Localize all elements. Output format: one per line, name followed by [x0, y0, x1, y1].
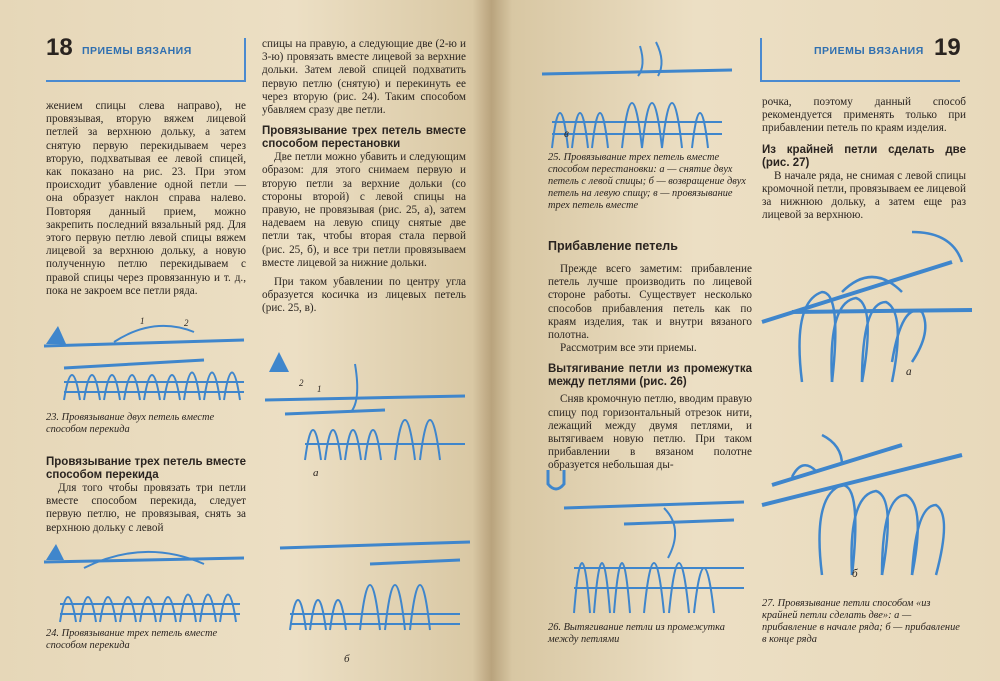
caption-26: 26. Вытягивание петли из промежутка между петлями: [548, 622, 725, 645]
running-title: ПРИЕМЫ ВЯЗАНИЯ: [82, 45, 192, 57]
fig-number: 2: [299, 378, 304, 388]
left-page: [0, 0, 492, 681]
paragraph: Две петли можно убавить и следующим образом: для этого снимаем первую и вторую петли за верхние дольки (со стороны второй) с левой спицы на правую, не провязывая (рис. 25, а), затем надеваем на левую спицу снятые две петли так, чтобы вторая стала первой (рис. 25, б), и все три петли провязываем вместе лицевой за нижние дольки.: [262, 151, 466, 269]
paragraph: спицы на правую, а следующие две (2-ю и 3-ю) провязать вместе лицевой за верхние дольки. Затем левой спицей подхватить первую петлю (снятую) и перекинуть ее через вторую (рис. 24). Таким способом убавляем сразу две петли.: [262, 38, 466, 117]
fig-label: б: [344, 653, 350, 665]
paragraph: При таком убавлении по центру угла образуется косичка из лицевых петель (рис. 25, в).: [262, 276, 466, 315]
right-page: [492, 0, 1000, 681]
fig-label: б: [852, 568, 858, 580]
fig-number: 1: [317, 384, 322, 394]
heading: Провязывание трех петель вместе способом перекида: [46, 456, 246, 481]
figure-24: [44, 542, 249, 624]
paragraph: В начале ряда, не снимая с левой спицы кромочной петли, провязываем ее лицевой за нижнюю дольку, а затем еще раз лицевой за верхнюю.: [762, 169, 966, 222]
paragraph: Рассмотрим все эти приемы.: [560, 342, 697, 355]
section-perekid: [46, 456, 246, 535]
heading: Провязывание трех петель вместе способом перестановки: [262, 125, 466, 151]
page-number: 19: [934, 34, 961, 61]
section-pribavlenie: [548, 240, 752, 473]
paragraph: Для того чтобы провязать три петли вместе способом перекида, следует первую петлю, не провязывая, снять за верхнюю дольку с левой: [46, 482, 246, 534]
header-rule: [760, 38, 762, 82]
header-rule-horizontal: [760, 80, 960, 82]
heading: Прибавление петель: [548, 239, 678, 253]
paragraph: Сняв кромочную петлю, вводим правую спицу под горизонтальный отрезок нити, лежащий между двумя петлями, и вытягиваем новую петлю. При таком прибавлении в вязаном полотне образуется небольшая ды-: [548, 393, 752, 472]
running-title: ПРИЕМЫ ВЯЗАНИЯ: [814, 45, 924, 57]
right-col2: [762, 96, 966, 222]
caption-23: 23. Провязывание двух петель вместе способом перекида: [46, 412, 215, 435]
left-col1: [46, 100, 246, 298]
paragraph: жением спицы слева направо), не провязывая, вторую вяжем лицевой петлей за верхнюю дольку, а затем снятую первую перекидываем через вторую, подхватывая ее левой спицей, как показано на рис. 23. При этом происходит убавление одной петли — она образует наклон справа налево. Повторяя данный прием, можно закрепить последний вязальный ряд. Для этого первую петлю левой спицы вяжем лицевой за верхнюю дольку, а новую полученную петлю перекидываем с правой спицы через провязанную и т. д., пока не закроем все петли ряда.: [46, 100, 246, 297]
heading: Из крайней петли сделать две (рис. 27): [762, 143, 966, 169]
header-rule: [244, 38, 246, 82]
figure-25b: [280, 520, 475, 670]
figure-23: [44, 312, 249, 402]
heading: Вытягивание петли из промежутка между петлями (рис. 26): [548, 363, 752, 389]
caption-27: 27. Провязывание петли способом «из крайней петли сделать две»: а — прибавление в начале ряда; б — прибавление в конце ряда: [762, 598, 960, 645]
fig-label: в: [564, 128, 569, 140]
caption-25: 25. Провязывание трех петель вместе способом перестановки: а — снятие двух петель с левой спицы; б — возвращение двух петель на левую спицу; в — провязывание трех петель вместе: [548, 152, 746, 211]
figure-27a: [762, 222, 982, 392]
fig-label: а: [906, 366, 912, 378]
caption-24: 24. Провязывание трех петель вместе способом перекида: [46, 628, 218, 651]
figure-25a: [265, 340, 475, 480]
page-number: 18: [46, 34, 73, 61]
fig-number: 1: [140, 316, 145, 326]
fig-number: 2: [184, 318, 189, 328]
header-rule-horizontal: [46, 80, 246, 82]
fig-label: а: [313, 467, 319, 479]
paragraph: Прежде всего заметим: прибавление петель лучше производить по лицевой стороне работы. Существует несколько способов прибавления петель как по краям изделия, так и внутри вязаного полотна.: [548, 263, 752, 342]
paragraph: рочка, поэтому данный способ рекомендуется применять только при прибавлении петель по краям изделия.: [762, 96, 966, 135]
figure-26: [544, 468, 754, 618]
left-col2: [262, 38, 466, 316]
